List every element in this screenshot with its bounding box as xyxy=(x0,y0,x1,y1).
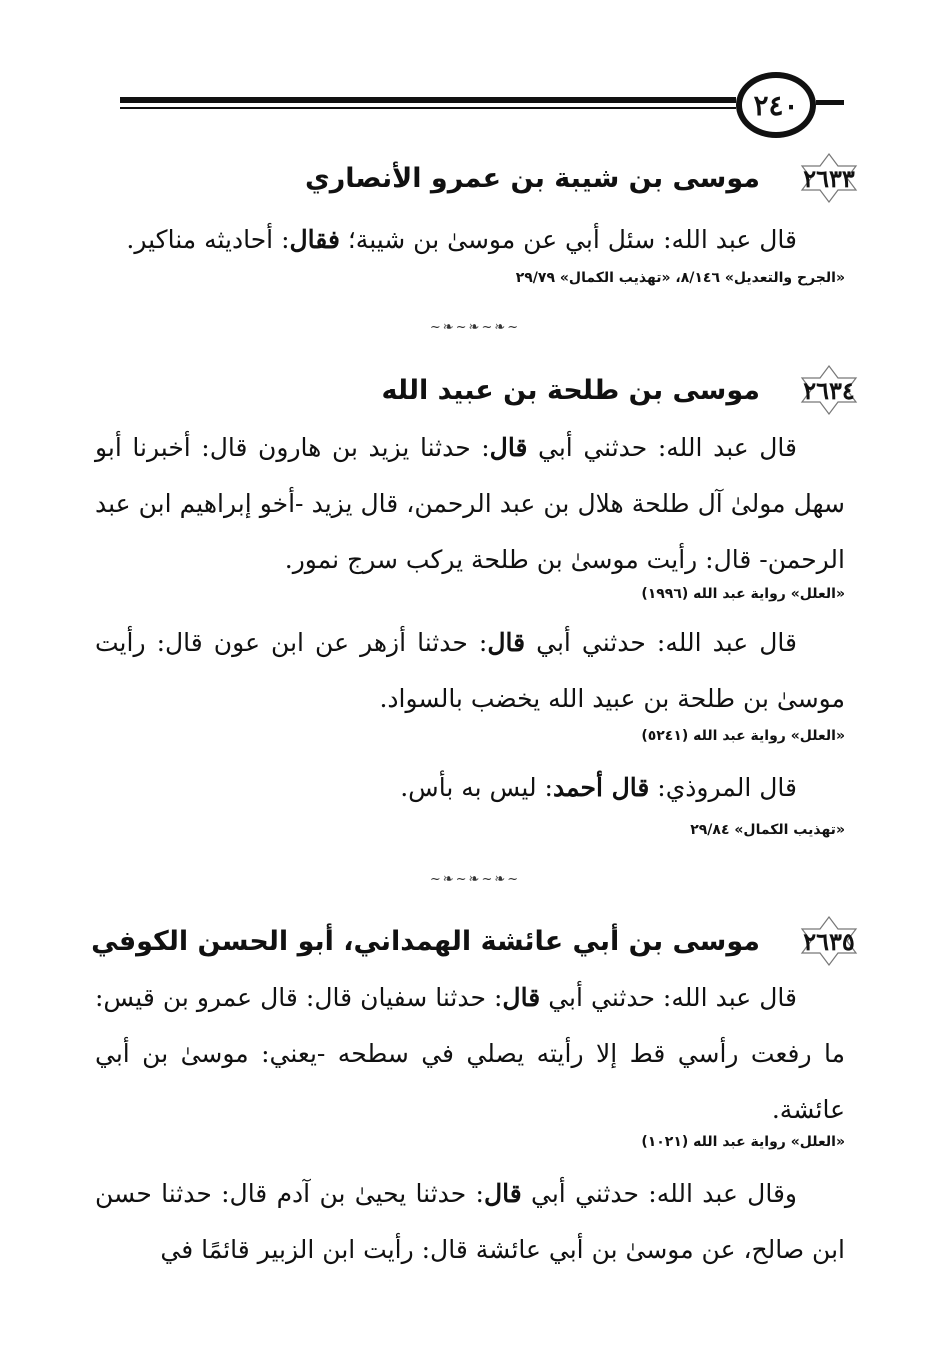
entry-number: ٢٦٣٤ xyxy=(803,375,855,405)
paragraph-text: قال المروذي: xyxy=(649,773,797,802)
section-divider-ornament: ~❧~❧~❧~ xyxy=(429,872,521,887)
entry-heading xyxy=(80,364,860,416)
paragraph-text: : أحاديثه مناكير. xyxy=(126,225,290,254)
bold-keyword: قال xyxy=(483,1179,522,1208)
source-citation: «العلل» رواية عبد الله (١٠٢١) xyxy=(641,1134,845,1150)
entry-paragraph xyxy=(95,420,845,588)
source-citation: «الجرح والتعديل» ٨/١٤٦، «تهذيب الكمال» ٢٩/٧٩ xyxy=(515,270,845,286)
paragraph-text: : حدثنا سفيان قال: قال عمرو بن قيس: ما رفعت رأسي قط إلا رأيته يصلي في سطحه -يعني: موسىٰ بن أبي عائشة. xyxy=(95,983,845,1124)
source-citation: «العلل» رواية عبد الله (٥٢٤١) xyxy=(641,728,845,744)
entry-number-badge xyxy=(798,915,860,967)
paragraph-text: قال عبد الله: حدثني أبي xyxy=(540,983,797,1012)
paragraph-text: : ليس به بأس. xyxy=(400,773,553,802)
bold-keyword: قال xyxy=(487,628,526,657)
entry-number-badge xyxy=(798,364,860,416)
header-rule-right-stub xyxy=(816,100,844,105)
paragraph-text: وقال عبد الله: حدثني أبي xyxy=(521,1179,797,1208)
paragraph-text: قال عبد الله: حدثني أبي xyxy=(527,433,797,462)
entry-heading xyxy=(80,915,860,967)
paragraph-text: : حدثنا يزيد بن هارون قال: أخبرنا أبو سهل مولىٰ آل طلحة هلال بن عبد الرحمن، قال يزيد -أخو إبراهيم ابن عبد الرحمن- قال: رأيت موسىٰ بن طلحة يركب سرج نمور. xyxy=(95,433,845,574)
paragraph-text: قال عبد الله: سئل أبي عن موسىٰ بن شيبة؛ xyxy=(339,225,797,254)
header-rule-thin xyxy=(120,107,736,109)
bold-keyword: قال xyxy=(489,433,528,462)
header-rule-thick xyxy=(120,97,736,103)
paragraph-text: : حدثنا أزهر عن ابن عون قال: رأيت موسىٰ بن طلحة بن عبيد الله يخضب بالسواد. xyxy=(95,628,845,713)
paragraph-text: قال عبد الله: حدثني أبي xyxy=(525,628,797,657)
entry-paragraph xyxy=(95,760,845,816)
paragraph-text: : حدثنا يحيىٰ بن آدم قال: حدثنا حسن ابن صالح، عن موسىٰ بن أبي عائشة قال: رأيت ابن الزبير قائمًا في xyxy=(95,1179,845,1264)
entry-heading xyxy=(80,152,860,204)
entry-title: موسى بن طلحة بن عبيد الله xyxy=(381,374,760,406)
entry-paragraph xyxy=(95,1166,845,1278)
entry-paragraph xyxy=(95,970,845,1138)
section-divider-ornament: ~❧~❧~❧~ xyxy=(429,320,521,335)
entry-title: موسى بن شيبة بن عمرو الأنصاري xyxy=(304,162,760,194)
entry-paragraph xyxy=(95,615,845,727)
source-citation: «تهذيب الكمال» ٢٩/٨٤ xyxy=(690,822,845,838)
source-citation: «العلل» رواية عبد الله (١٩٩٦) xyxy=(641,586,845,602)
entry-number: ٢٦٣٥ xyxy=(803,926,855,956)
bold-keyword: قال xyxy=(502,983,541,1012)
entry-number: ٢٦٣٣ xyxy=(803,163,855,193)
entry-number-badge xyxy=(798,152,860,204)
page-number: ٢٤٠ xyxy=(736,72,816,138)
bold-keyword: فقال xyxy=(289,225,340,254)
entry-title: موسى بن أبي عائشة الهمداني، أبو الحسن الكوفي xyxy=(91,925,760,957)
bold-keyword: قال أحمد xyxy=(552,773,650,802)
entry-paragraph xyxy=(95,212,845,268)
